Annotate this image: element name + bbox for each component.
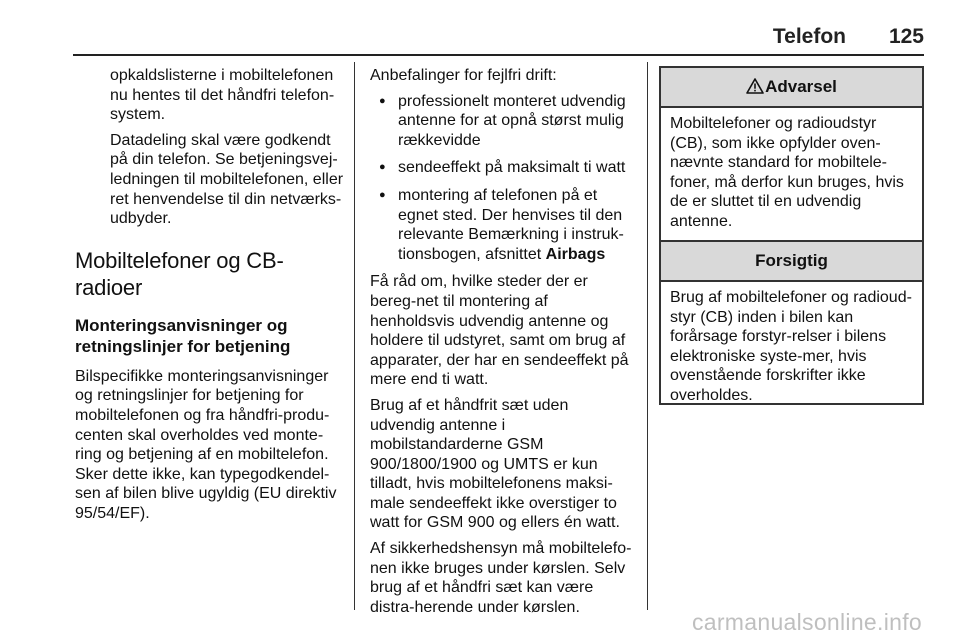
column-divider-left [354,62,355,610]
caution-text: Brug af mobiltelefoner og radioud-styr (CB) inden i bilen kan forårsage forstyr-relser i bilens elektroniske syste-mer, hvis ovenstående forskrifter ikke overholdes. [670,289,912,404]
header-rule [73,54,924,56]
list-item: ● sendeeffekt på maksimalt ti watt [370,158,634,178]
paragraph-installation: Bilspecifikke monteringsanvisninger og retningslinjer for betjening for mobiltelefonen og fra håndfri-produ-centen skal overholdes ved monte-ring og betjening af en mobiltelefon. Sker dette ikke, kan typegodkendel-sen af bilen blive ugyldig (EU direktiv 95/54/EF). [75,367,337,522]
warning-box [659,66,924,257]
list-item [370,186,634,264]
page-number: 125 [888,25,924,48]
recommendations-intro: Anbefalinger for fejlfri drift: [370,67,557,84]
warning-triangle-icon [746,78,764,94]
airbags-reference: Airbags [545,245,606,263]
paragraph-continued: opkaldslisterne i mobiltelefonen nu hentes til det håndfri telefon-system. [110,67,335,124]
warning-title: Advarsel [765,77,837,96]
paragraph-handsfree: Brug af et håndfrit sæt uden udvendig antenne i mobilstandarderne GSM 900/1800/1900 og UMTS er kun tilladt, hvis mobiltelefonens maksi-male sendeeffekt ikke overstiger to watt for GSM 900 og ellers én watt. [370,396,620,532]
paragraph-data-sharing: Datadeling skal være godkendt på din telefon. Se betjeningsvej-ledningen til mobiltelefonen, eller ret henvendelse til din netværks-udbyder. [110,131,344,228]
caution-box-header: Forsigtig [661,242,922,282]
warning-box-header [661,68,922,108]
list-item-text: montering af telefonen på et egnet sted. Der henvises til den relevante Bemærkning i instruk-tionsbogen, afsnittet [398,186,624,263]
subsection-heading: Monteringsanvisninger og retningslinjer for betjening [75,315,291,356]
paragraph-advice: Få råd om, hvilke steder der er bereg-net til montering af henholdsvis udvendig antenne og holdere til udstyret, samt om brug af apparater, der har en sendeeffekt på mere end ti watt. [370,273,629,389]
middle-column [370,66,634,623]
watermark: carmanualsonline.info [691,609,922,635]
page-header [0,22,960,52]
left-column [75,66,347,530]
section-title: Telefon [772,25,846,48]
warning-text: Mobiltelefoner og radioudstyr (CB), som ikke opfylder oven-nævnte standard for mobiltele-foner, må derfor kun bruges, hvis de er sluttet til en udvendig antenne. [670,115,904,230]
list-item: ● professionelt monteret udvendig antenne for at opnå størst mulig rækkevidde [370,92,634,151]
section-heading: Mobiltelefoner og CB-radioer [75,247,284,300]
caution-box [659,240,924,405]
recommendations-list [370,92,634,265]
column-divider-right [647,62,648,610]
paragraph-safety: Af sikkerhedshensyn må mobiltelefo-nen ikke bruges under kørslen. Selv brug af et håndfri sæt kan være distra-herende under kørslen. [370,540,632,616]
